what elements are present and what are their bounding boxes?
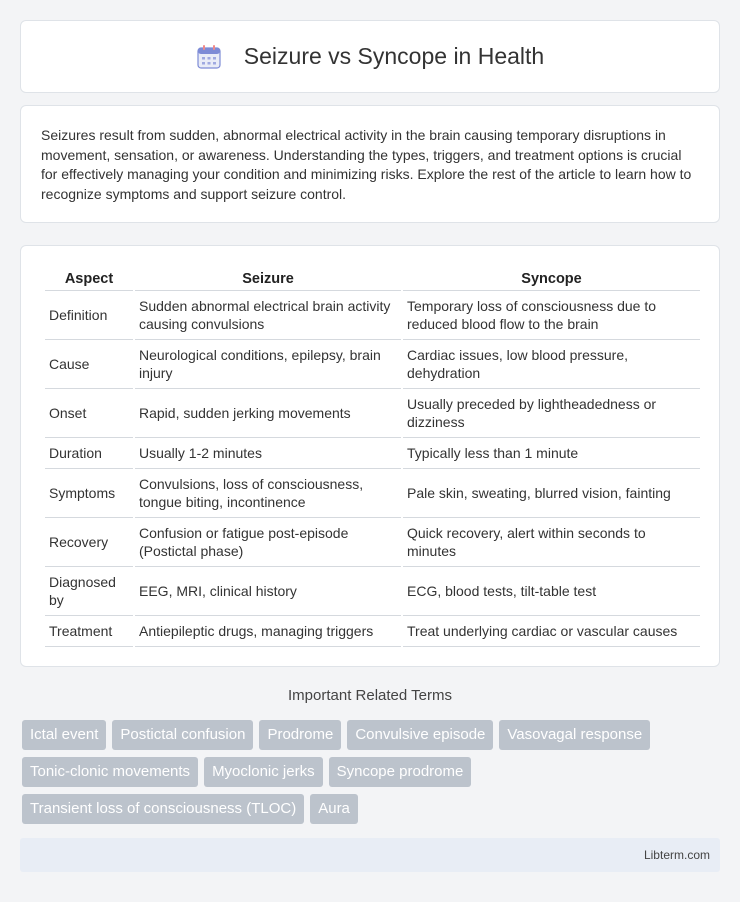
header-card: [20, 20, 720, 93]
calendar-icon: [196, 44, 222, 70]
footer: [20, 838, 720, 872]
term-tag[interactable]: Myoclonic jerks: [204, 757, 323, 787]
row-syncope: Quick recovery, alert within seconds to minutes: [403, 518, 700, 567]
row-syncope: Usually preceded by lightheadedness or dizziness: [403, 389, 700, 438]
term-tag[interactable]: Convulsive episode: [347, 720, 493, 750]
table-row: [45, 340, 700, 389]
header-aspect: Aspect: [45, 263, 133, 291]
related-terms-list: [22, 720, 722, 824]
row-aspect: Symptoms: [45, 469, 133, 518]
row-syncope: ECG, blood tests, tilt-table test: [403, 567, 700, 616]
header-syncope: Syncope: [403, 263, 700, 291]
row-aspect: Cause: [45, 340, 133, 389]
row-seizure: Convulsions, loss of consciousness, tongue biting, incontinence: [135, 469, 401, 518]
footer-link[interactable]: Libterm.com: [643, 848, 710, 862]
table-row: [45, 389, 700, 438]
row-syncope: Pale skin, sweating, blurred vision, fainting: [403, 469, 700, 518]
row-aspect: Treatment: [45, 616, 133, 647]
table-row: [45, 291, 700, 340]
row-aspect: Recovery: [45, 518, 133, 567]
row-syncope: Temporary loss of consciousness due to reduced blood flow to the brain: [403, 291, 700, 340]
row-syncope: Typically less than 1 minute: [403, 438, 700, 469]
table-row: [45, 469, 700, 518]
term-tag[interactable]: Prodrome: [259, 720, 341, 750]
comparison-table: [43, 263, 702, 647]
term-tag[interactable]: Ictal event: [22, 720, 106, 750]
row-seizure: Antiepileptic drugs, managing triggers: [135, 616, 401, 647]
table-header-row: [45, 263, 700, 291]
intro-text: Seizures result from sudden, abnormal electrical activity in the brain causing temporary disruptions in movement, sensation, or awareness. Understanding the types, triggers, and treatment options is crucial for effectively managing your condition and minimizing risks. Explore the rest of the article to learn how to recognize symptoms and support seizure control.: [41, 127, 692, 202]
term-tag[interactable]: Vasovagal response: [499, 720, 650, 750]
row-syncope: Cardiac issues, low blood pressure, dehydration: [403, 340, 700, 389]
intro-card: [20, 105, 720, 223]
term-tag[interactable]: Postictal confusion: [112, 720, 253, 750]
row-seizure: EEG, MRI, clinical history: [135, 567, 401, 616]
row-seizure: Neurological conditions, epilepsy, brain injury: [135, 340, 401, 389]
related-terms-title: Important Related Terms: [288, 687, 452, 704]
term-tag[interactable]: Tonic-clonic movements: [22, 757, 198, 787]
row-seizure: Usually 1-2 minutes: [135, 438, 401, 469]
row-aspect: Duration: [45, 438, 133, 469]
term-tag[interactable]: Aura: [310, 794, 358, 824]
row-seizure: Confusion or fatigue post-episode (Postictal phase): [135, 518, 401, 567]
table-row: [45, 567, 700, 616]
term-tag[interactable]: Syncope prodrome: [329, 757, 472, 787]
row-aspect: Definition: [45, 291, 133, 340]
table-row: [45, 518, 700, 567]
header-seizure: Seizure: [135, 263, 401, 291]
row-syncope: Treat underlying cardiac or vascular causes: [403, 616, 700, 647]
row-seizure: Sudden abnormal electrical brain activity causing convulsions: [135, 291, 401, 340]
row-aspect: Onset: [45, 389, 133, 438]
row-seizure: Rapid, sudden jerking movements: [135, 389, 401, 438]
table-row: [45, 438, 700, 469]
term-tag[interactable]: Transient loss of consciousness (TLOC): [22, 794, 304, 824]
row-aspect: Diagnosed by: [45, 567, 133, 616]
page-title: Seizure vs Syncope in Health: [243, 43, 545, 69]
table-row: [45, 616, 700, 647]
comparison-table-card: [20, 245, 720, 667]
